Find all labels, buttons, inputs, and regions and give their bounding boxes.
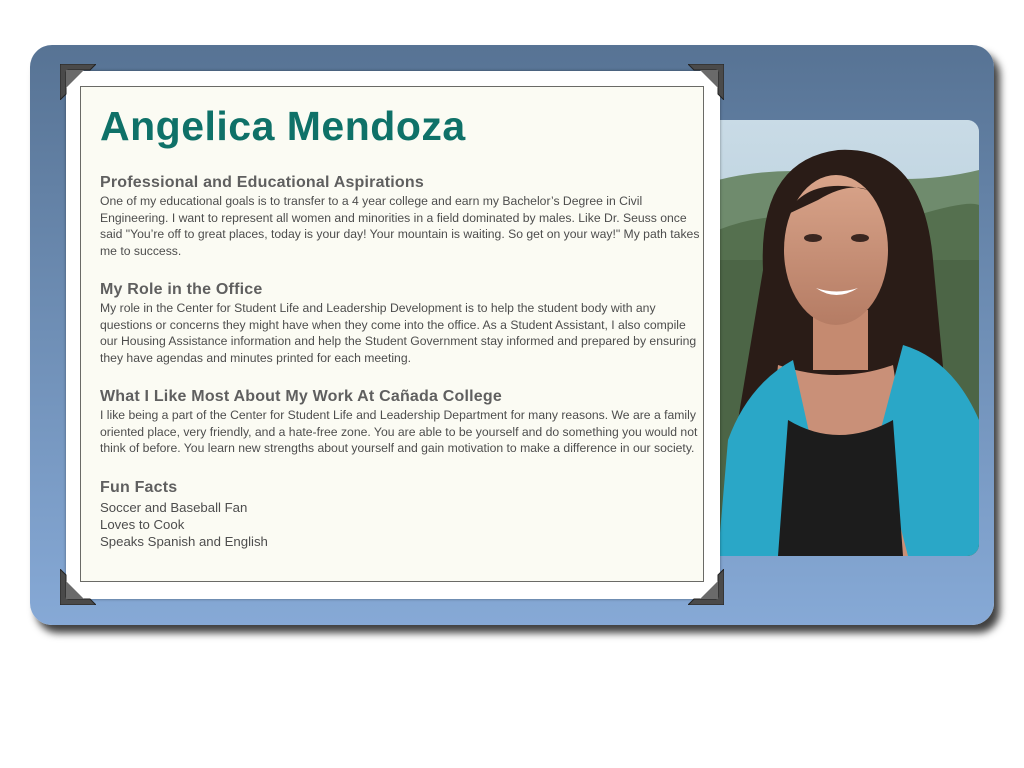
section-heading: My Role in the Office	[100, 281, 263, 298]
section-heading: Professional and Educational Aspirations	[100, 174, 424, 191]
section-fun-facts	[100, 479, 700, 550]
section-aspirations	[100, 174, 700, 259]
section-like-most	[100, 388, 700, 457]
page-title: Angelica Mendoza	[100, 103, 466, 149]
list-item: Loves to Cook	[100, 516, 185, 532]
section-text: My role in the Center for Student Life and Leadership Development is to help the student body with any questions or concerns they might have when they come into the office. As a Student Assistant, I also compile our Housing Assistance information and help the Student Government stay informed and prepared by ensuring they have agendas and minutes printed for each meeting.	[100, 301, 697, 365]
section-heading: Fun Facts	[100, 478, 178, 496]
photo-corner-icon	[688, 64, 724, 100]
fun-facts-list	[100, 499, 700, 550]
photo-corner-icon	[60, 569, 96, 605]
section-text: One of my educational goals is to transfer to a 4 year college and earn my Bachelor’s Degree in Civil Engineering. I want to represent all women and minorities in a field dominated by males. Like Dr. Seuss once said "You’re off to great places, today is your day! Your mountain is waiting. So get on your way!" My path takes me to success.	[100, 194, 700, 258]
section-text: I like being a part of the Center for Student Life and Leadership Department for many reasons. We are a family oriented place, very friendly, and a hate-free zone. You are able to be yourself and do something you would not think of before. You learn new strengths about yourself and gain motivation to make a difference in our society.	[100, 408, 698, 455]
section-heading: What I Like Most About My Work At Cañada College	[100, 388, 502, 405]
photo-corner-icon	[60, 64, 96, 100]
section-role	[100, 281, 700, 366]
list-item: Soccer and Baseball Fan	[100, 499, 248, 515]
portrait-photo	[718, 120, 979, 556]
photo-corner-icon	[688, 569, 724, 605]
profile-content	[100, 102, 700, 550]
list-item: Speaks Spanish and English	[100, 533, 268, 549]
